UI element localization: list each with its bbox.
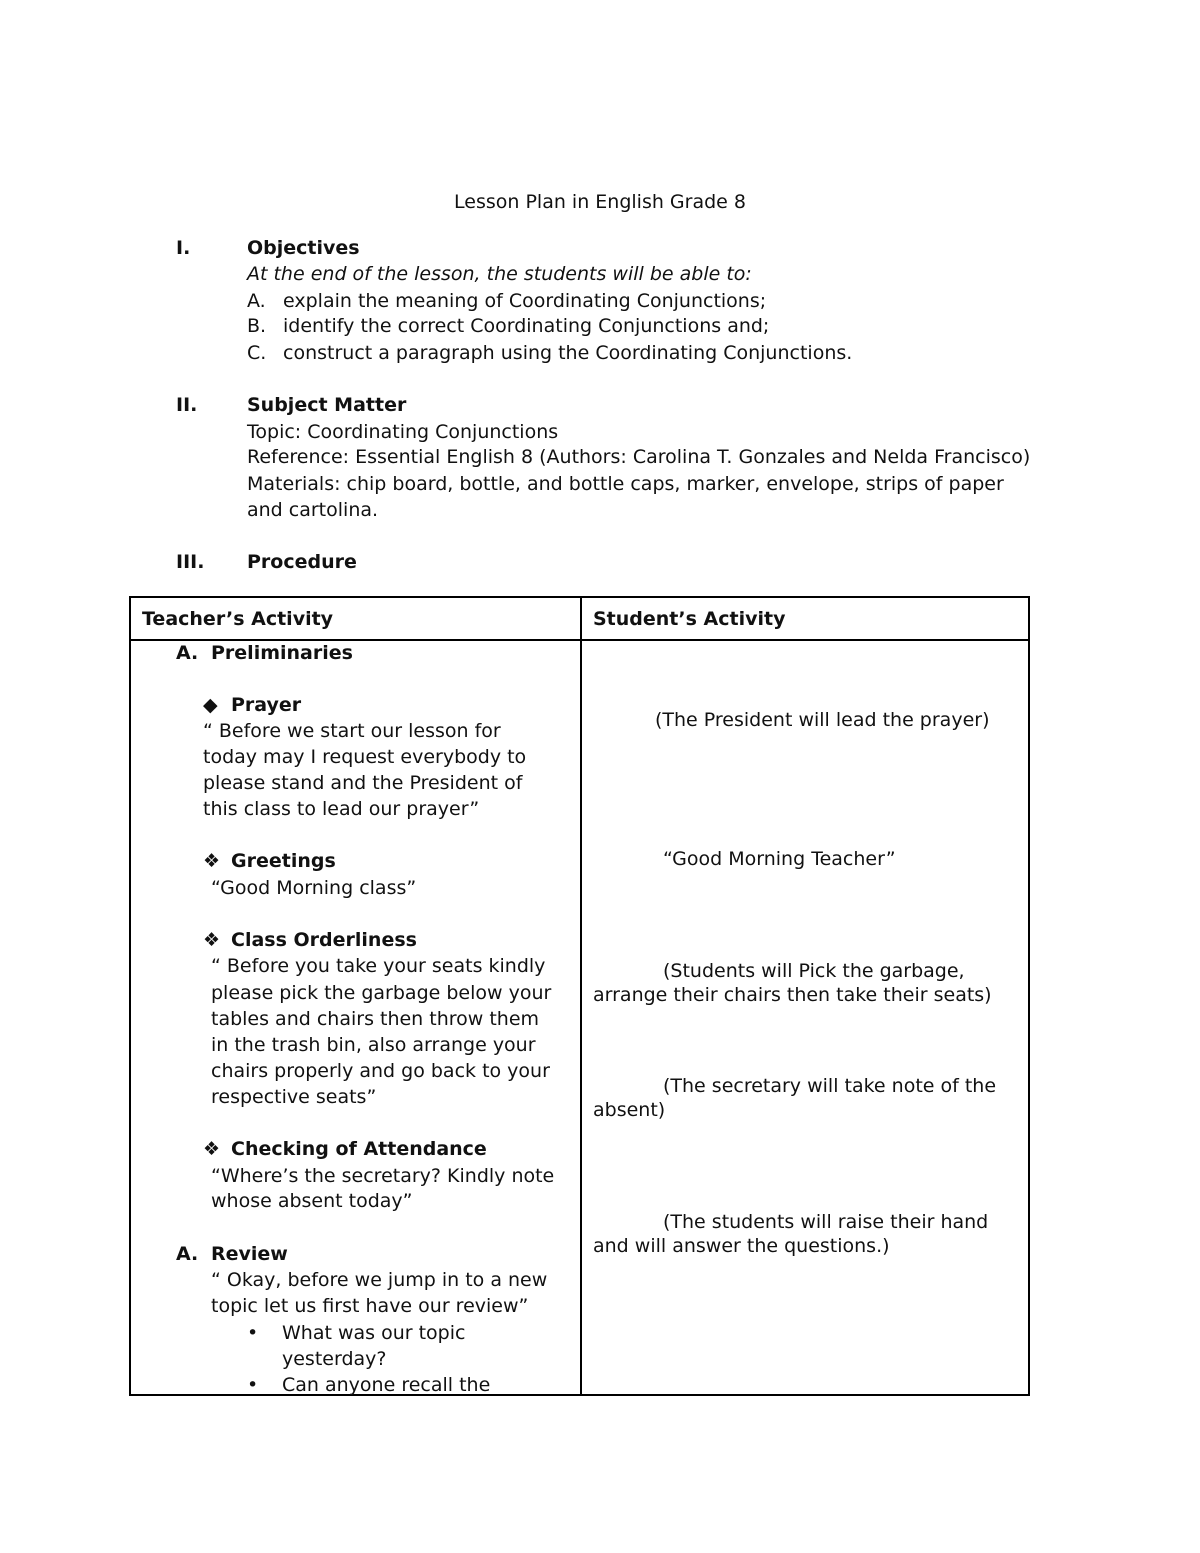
diamond-bullet-icon: ◆ <box>203 694 218 716</box>
attendance-student-line-1: (The secretary will take note of the <box>663 1075 997 1097</box>
section-heading-procedure: Procedure <box>247 551 357 573</box>
document-title: Lesson Plan in English Grade 8 <box>454 191 746 213</box>
subject-materials-line1: Materials: chip board, bottle, and bottle caps, marker, envelope, strips of paper <box>247 473 1004 495</box>
orderliness-heading <box>203 927 417 953</box>
orderliness-label: Class Orderliness <box>231 929 417 951</box>
orderliness-line-6: respective seats” <box>211 1086 377 1108</box>
prayer-line-2: today may I request everybody to <box>203 746 527 768</box>
section-heading-subject: Subject Matter <box>247 394 407 416</box>
greetings-line-1: “Good Morning class” <box>211 877 417 899</box>
objective-text-c: construct a paragraph using the Coordinating Conjunctions. <box>283 342 853 364</box>
attendance-line-1: “Where’s the secretary? Kindly note <box>211 1165 555 1187</box>
subject-topic: Topic: Coordinating Conjunctions <box>247 421 559 443</box>
diamond-flower-bullet-icon: ❖ <box>203 929 221 951</box>
prayer-heading <box>203 692 301 718</box>
section-numeral-objectives: I. <box>176 237 191 259</box>
review-bullet-1-line-1: What was our topic <box>282 1322 466 1344</box>
objective-text-b: identify the correct Coordinating Conjunctions and; <box>283 315 770 337</box>
table-header-teacher: Teacher’s Activity <box>142 608 334 630</box>
review-heading: Review <box>211 1243 288 1265</box>
table-header-student: Student’s Activity <box>593 608 786 630</box>
review-bullet-2-line-1: Can anyone recall the <box>282 1374 491 1396</box>
prayer-line-4: this class to lead our prayer” <box>203 798 480 820</box>
orderliness-line-5: chairs properly and go back to your <box>211 1060 550 1082</box>
diamond-flower-bullet-icon: ❖ <box>203 1138 221 1160</box>
greetings-heading <box>203 848 336 874</box>
review-student-line-1: (The students will raise their hand <box>663 1211 989 1233</box>
objectives-intro: At the end of the lesson, the students will be able to: <box>247 263 752 285</box>
prayer-label: Prayer <box>231 694 302 716</box>
review-line-2: topic let us first have our review” <box>211 1295 529 1317</box>
attendance-heading <box>203 1136 487 1162</box>
objective-text-a: explain the meaning of Coordinating Conjunctions; <box>283 290 767 312</box>
review-letter: A. <box>176 1243 199 1265</box>
attendance-student-line-2: absent) <box>593 1099 666 1121</box>
preliminaries-heading: Preliminaries <box>211 642 353 664</box>
table-column-divider <box>580 596 582 1396</box>
subject-reference: Reference: Essential English 8 (Authors: Carolina T. Gonzales and Nelda Francisco) <box>247 446 1031 468</box>
prayer-student-activity: (The President will lead the prayer) <box>655 709 990 731</box>
bullet-dot-icon: • <box>247 1322 259 1344</box>
section-numeral-subject: II. <box>176 394 198 416</box>
subject-materials-line2: and cartolina. <box>247 499 379 521</box>
review-bullet-1-line-2: yesterday? <box>282 1348 387 1370</box>
orderliness-line-2: please pick the garbage below your <box>211 982 552 1004</box>
orderliness-line-4: in the trash bin, also arrange your <box>211 1034 536 1056</box>
prayer-line-3: please stand and the President of <box>203 772 523 794</box>
orderliness-line-1: “ Before you take your seats kindly <box>211 955 546 977</box>
review-line-1: “ Okay, before we jump in to a new <box>211 1269 548 1291</box>
objective-letter-b: B. <box>247 315 267 337</box>
orderliness-line-3: tables and chairs then throw them <box>211 1008 540 1030</box>
orderliness-student-line-1: (Students will Pick the garbage, <box>663 960 965 982</box>
greetings-student-activity: “Good Morning Teacher” <box>663 848 896 870</box>
objective-letter-a: A. <box>247 290 266 312</box>
diamond-flower-bullet-icon: ❖ <box>203 850 221 872</box>
greetings-label: Greetings <box>231 850 336 872</box>
review-student-line-2: and will answer the questions.) <box>593 1235 890 1257</box>
attendance-label: Checking of Attendance <box>231 1138 487 1160</box>
orderliness-student-line-2: arrange their chairs then take their seats) <box>593 984 992 1006</box>
objective-letter-c: C. <box>247 342 267 364</box>
preliminaries-letter: A. <box>176 642 199 664</box>
prayer-line-1: “ Before we start our lesson for <box>203 720 501 742</box>
bullet-dot-icon: • <box>247 1374 259 1396</box>
section-heading-objectives: Objectives <box>247 237 360 259</box>
section-numeral-procedure: III. <box>176 551 205 573</box>
attendance-line-2: whose absent today” <box>211 1190 413 1212</box>
